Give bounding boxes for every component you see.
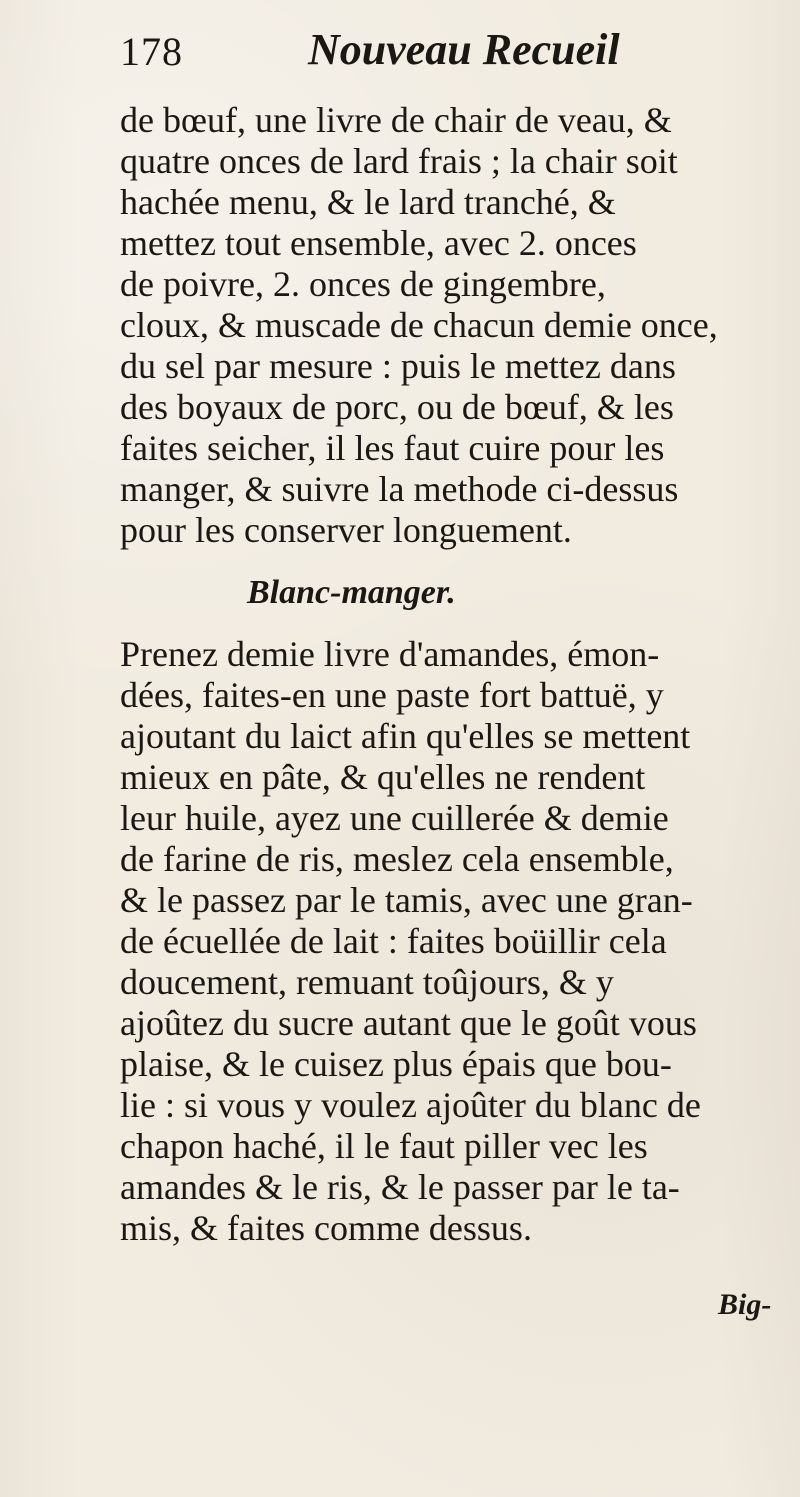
section-title: Blanc-manger.: [247, 574, 456, 611]
paragraph-2-line-5: leur huile, ayez une cuillerée & demie: [120, 798, 669, 838]
paragraph-2-line-10: ajoûtez du sucre autant que le goût vous: [120, 1003, 697, 1043]
running-title: Nouveau Recueil: [308, 25, 620, 74]
paragraph-1-line-7: du sel par mesure : puis le mettez dans: [120, 346, 676, 386]
paragraph-2-line-4: mieux en pâte, & qu'elles ne rendent: [120, 757, 646, 797]
paragraph-2-line-15: mis, & faites comme dessus.: [120, 1208, 532, 1248]
paragraph-2-line-6: de farine de ris, meslez cela ensemble,: [120, 839, 674, 879]
paragraph-2-line-9: doucement, remuant toûjours, & y: [120, 962, 614, 1002]
paragraph-2-line-2: dées, faites-en une paste fort battuë, y: [120, 675, 664, 715]
paragraph-2-line-3: ajoutant du laict afin qu'elles se mettent: [120, 716, 691, 756]
paragraph-2-line-1: Prenez demie livre d'amandes, émon-: [120, 634, 660, 674]
paragraph-2-line-7: & le passez par le tamis, avec une gran-: [120, 880, 693, 920]
paragraph-1-line-5: de poivre, 2. onces de gingembre,: [120, 264, 606, 304]
paragraph-2-line-14: amandes & le ris, & le passer par le ta-: [120, 1167, 680, 1207]
paragraph-2-line-8: de écuellée de lait : faites boüillir cela: [120, 921, 667, 961]
paragraph-1-line-11: pour les conserver longuement.: [120, 510, 572, 550]
paragraph-2-line-11: plaise, & le cuisez plus épais que bou-: [120, 1044, 672, 1084]
paragraph-1-line-3: hachée menu, & le lard tranché, &: [120, 182, 616, 222]
paragraph-2: [120, 634, 795, 1249]
paragraph-1: [120, 100, 795, 551]
catchword: Big-: [718, 1288, 772, 1321]
paragraph-1-line-4: mettez tout ensemble, avec 2. onces: [120, 223, 637, 263]
paragraph-1-line-1: de bœuf, une livre de chair de veau, &: [120, 100, 672, 140]
paragraph-1-line-10: manger, & suivre la methode ci-dessus: [120, 469, 679, 509]
paragraph-2-line-12: lie : si vous y voulez ajoûter du blanc de: [120, 1085, 701, 1125]
paragraph-1-line-8: des boyaux de porc, ou de bœuf, & les: [120, 387, 674, 427]
page-header: [120, 24, 680, 94]
paragraph-2-line-13: chapon haché, il le faut piller vec les: [120, 1126, 648, 1166]
paragraph-1-line-2: quatre onces de lard frais ; la chair soit: [120, 141, 678, 181]
paragraph-1-line-6: cloux, & muscade de chacun demie once,: [120, 305, 718, 345]
paragraph-1-line-9: faites seicher, il les faut cuire pour les: [120, 428, 665, 468]
page-number: 178: [120, 29, 183, 74]
